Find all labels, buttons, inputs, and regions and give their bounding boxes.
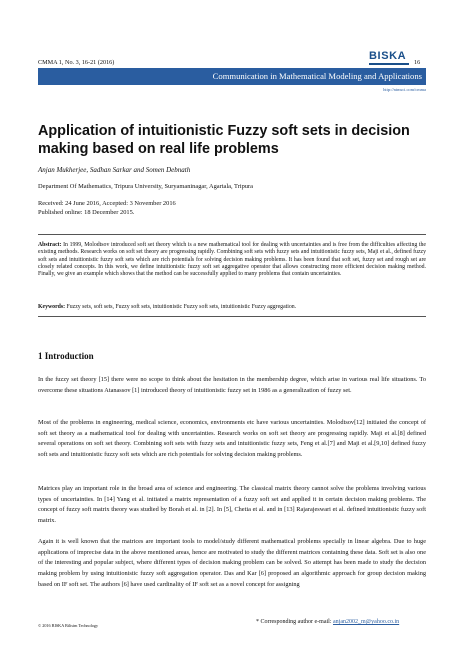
abstract-label: Abstract: [38, 242, 62, 248]
copyright: © 2016 BISKA Bilisim Technology [38, 623, 99, 628]
keywords-label: Keywords: [38, 304, 66, 310]
abstract-bottom-rule [38, 316, 426, 317]
abstract-top-rule [38, 234, 426, 235]
affiliation: Department Of Mathematics, Tripura University, Suryamaninagar, Agartala, Tripura [38, 183, 253, 190]
paragraph-1: In the fuzzy set theory [15] there were no scope to think about the hesitation in the membership degree, which arise in various real life situations. To overcome these situations Atanassov [1] introduced theory of intuitionistic fuzzy set in 1986 as a generalization of fuzzy set. [38, 376, 426, 394]
logo-text: BISKA [369, 50, 407, 62]
abstract [38, 242, 426, 278]
author-email-link[interactable]: anjan2002_m@yahoo.co.in [332, 619, 400, 625]
citation-line: CMMA 1, No. 3, 16-21 (2016) [38, 59, 115, 66]
published-date: Published online: 18 December 2015. [38, 209, 135, 216]
paper-title: Application of intuitionistic Fuzzy soft sets in decision making based on real life problems [38, 123, 410, 157]
keywords [38, 304, 426, 310]
section-heading: 1 Introduction [38, 351, 94, 361]
corresponding-label: * Corresponding author e-mail: [256, 619, 333, 625]
abstract-text: In 1999, Molodtsov introduced soft set theory which is a new mathematical tool for dealing with uncertainties and is free from the difficulties affecting the existing methods. Research works on soft set theory are progressing rapidly. Combining soft sets with fuzzy sets and intuitionistic fuzzy sets, Maji et al., defined fuzzy soft sets and intuitionistic fuzzy soft sets which are rich potentials for solving decision making problems. It has been found that soft set, fuzzy set and rough set are closely related concepts. In this work, we define intuitionistic fuzzy soft set aggregative operator that allows constructing more efficient decision making method. Finally, we give an example which shows that the method can be successfully applied to many problems that contain uncertainties. [38, 242, 426, 278]
paragraph-2: Most of the problems in engineering, medical science, economics, environments etc have various uncertainties. Molodtsov[12] initiated the concept of soft set theory as a mathematical tool for dealing with uncertainties. Research works on soft set theory are progressing rapidly. Maji et al.[8] defined several operations on soft set theory. Combining soft sets with fuzzy sets and intuitionistic fuzzy sets, Feng et al.[7] and Maji et al.[9,10] defined fuzzy soft sets and intuitionistic fuzzy soft sets which are rich potentials for solving decision making problems. [38, 419, 426, 459]
page-number: 16 [414, 59, 421, 66]
corresponding-author [256, 619, 399, 625]
journal-url-link[interactable]: http://ntmsci.com/cmma [383, 87, 426, 92]
keywords-text: Fuzzy sets, soft sets, Fuzzy soft sets, intuitionistic Fuzzy soft sets, intuitionistic Fuzzy aggregation. [65, 304, 297, 310]
dates-block [38, 199, 176, 217]
authors: Anjan Mukherjee, Sadhan Sarkar and Somen Debnath [38, 166, 191, 174]
publisher-logo [369, 51, 409, 65]
logo-underline [369, 63, 409, 65]
paragraph-3: Matrices play an important role in the broad area of science and engineering. The classical matrix theory cannot solve the problems involving various types of uncertainties. In [14] Yang et al. initiated a matrix representation of a fuzzy soft set and applied it in certain decision making problems. The concept of fuzzy soft matrix theory was studied by Borah et al. in [2]. In [5], Chetia et al. and in [13] Rajarajeswari et al. defined intuitionistic fuzzy soft matrix. [38, 485, 426, 525]
paragraph-4: Again it is well known that the matrices are important tools to model/study different mathematical problems specially in linear algebra. Due to huge applications of imprecise data in the above mentioned areas, hence are motivated to study the different matrices containing these data. Soft set is also one of the interesting and popular subject, where different types of decision making problem can be solved. So attempt has been made to study the decision making problem by using intuitionistic fuzzy soft aggregation operator. Das and Kar [6] proposed an algorithmic approach for group decision making based on IF soft set. The authors [6] have used cardinality of IF soft set as a novel concept for assigning [38, 538, 426, 588]
journal-name-banner: Communication in Mathematical Modeling and Applications [38, 68, 426, 85]
received-accepted-date: Received: 24 June 2016, Accepted: 3 November 2016 [38, 200, 176, 207]
